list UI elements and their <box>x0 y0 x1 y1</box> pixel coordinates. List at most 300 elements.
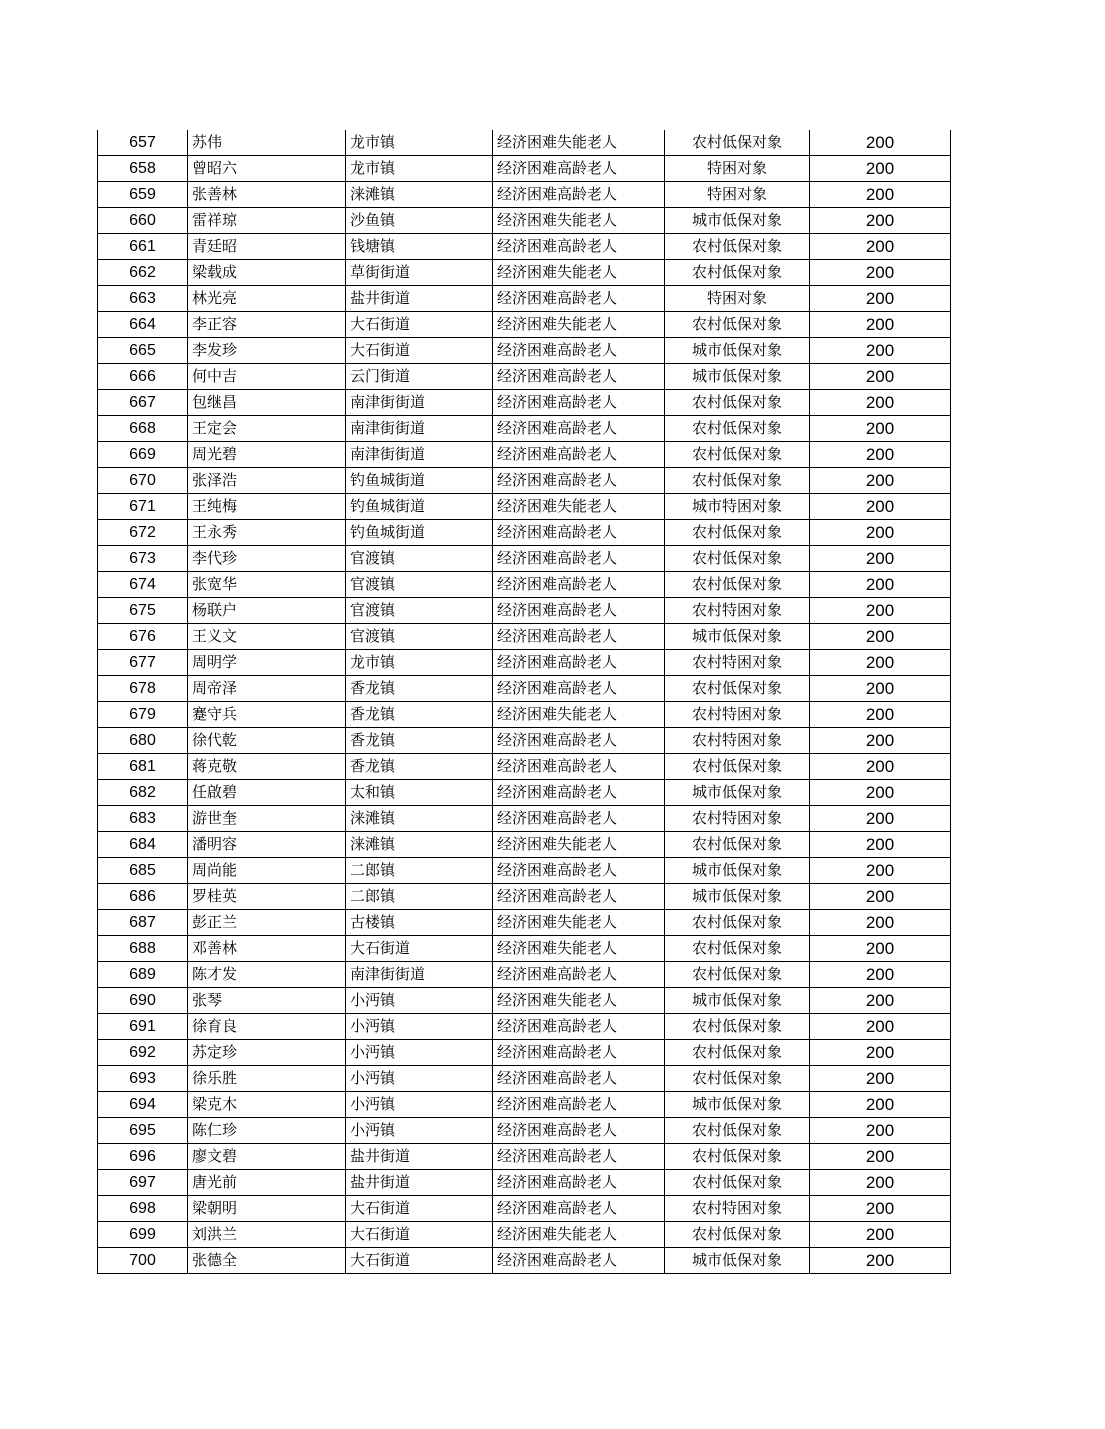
name-cell: 蹇守兵 <box>188 702 346 728</box>
town-cell: 小沔镇 <box>346 988 493 1014</box>
amount-cell: 200 <box>810 234 951 260</box>
table-body <box>98 130 951 1274</box>
name-cell: 雷祥琼 <box>188 208 346 234</box>
elder-type-cell: 经济困难高龄老人 <box>493 806 665 832</box>
row-number-cell: 664 <box>98 312 188 338</box>
table-row <box>98 1196 951 1222</box>
town-cell: 古楼镇 <box>346 910 493 936</box>
category-cell: 农村低保对象 <box>665 1222 810 1248</box>
name-cell: 王义文 <box>188 624 346 650</box>
row-number-cell: 658 <box>98 156 188 182</box>
row-number-cell: 667 <box>98 390 188 416</box>
category-cell: 农村低保对象 <box>665 130 810 156</box>
town-cell: 龙市镇 <box>346 650 493 676</box>
row-number-cell: 657 <box>98 130 188 156</box>
town-cell: 香龙镇 <box>346 676 493 702</box>
table-row <box>98 936 951 962</box>
town-cell: 大石街道 <box>346 936 493 962</box>
elder-type-cell: 经济困难高龄老人 <box>493 572 665 598</box>
name-cell: 张琴 <box>188 988 346 1014</box>
elder-type-cell: 经济困难高龄老人 <box>493 1170 665 1196</box>
category-cell: 特困对象 <box>665 182 810 208</box>
name-cell: 徐乐胜 <box>188 1066 346 1092</box>
amount-cell: 200 <box>810 182 951 208</box>
amount-cell: 200 <box>810 546 951 572</box>
name-cell: 张宽华 <box>188 572 346 598</box>
category-cell: 农村低保对象 <box>665 1014 810 1040</box>
amount-cell: 200 <box>810 884 951 910</box>
town-cell: 南津街街道 <box>346 962 493 988</box>
name-cell: 唐光前 <box>188 1170 346 1196</box>
town-cell: 涞滩镇 <box>346 806 493 832</box>
amount-cell: 200 <box>810 338 951 364</box>
amount-cell: 200 <box>810 208 951 234</box>
row-number-cell: 662 <box>98 260 188 286</box>
elder-type-cell: 经济困难高龄老人 <box>493 1144 665 1170</box>
amount-cell: 200 <box>810 364 951 390</box>
row-number-cell: 689 <box>98 962 188 988</box>
amount-cell: 200 <box>810 1040 951 1066</box>
table-row <box>98 546 951 572</box>
amount-cell: 200 <box>810 962 951 988</box>
name-cell: 徐育良 <box>188 1014 346 1040</box>
table-row <box>98 988 951 1014</box>
town-cell: 龙市镇 <box>346 156 493 182</box>
table-row <box>98 1248 951 1274</box>
row-number-cell: 694 <box>98 1092 188 1118</box>
category-cell: 农村低保对象 <box>665 416 810 442</box>
town-cell: 草街街道 <box>346 260 493 286</box>
amount-cell: 200 <box>810 416 951 442</box>
table-row <box>98 832 951 858</box>
table-row <box>98 338 951 364</box>
elder-type-cell: 经济困难高龄老人 <box>493 520 665 546</box>
category-cell: 城市低保对象 <box>665 1248 810 1274</box>
category-cell: 城市低保对象 <box>665 624 810 650</box>
amount-cell: 200 <box>810 156 951 182</box>
name-cell: 王定会 <box>188 416 346 442</box>
category-cell: 农村低保对象 <box>665 1118 810 1144</box>
amount-cell: 200 <box>810 1222 951 1248</box>
town-cell: 小沔镇 <box>346 1066 493 1092</box>
row-number-cell: 669 <box>98 442 188 468</box>
table-row <box>98 156 951 182</box>
row-number-cell: 677 <box>98 650 188 676</box>
town-cell: 涞滩镇 <box>346 182 493 208</box>
name-cell: 李发珍 <box>188 338 346 364</box>
category-cell: 城市低保对象 <box>665 338 810 364</box>
name-cell: 包继昌 <box>188 390 346 416</box>
amount-cell: 200 <box>810 260 951 286</box>
elder-type-cell: 经济困难失能老人 <box>493 312 665 338</box>
category-cell: 农村低保对象 <box>665 260 810 286</box>
row-number-cell: 691 <box>98 1014 188 1040</box>
table-row <box>98 494 951 520</box>
name-cell: 陈才发 <box>188 962 346 988</box>
elder-type-cell: 经济困难高龄老人 <box>493 390 665 416</box>
row-number-cell: 673 <box>98 546 188 572</box>
table-row <box>98 1014 951 1040</box>
town-cell: 南津街街道 <box>346 442 493 468</box>
name-cell: 何中吉 <box>188 364 346 390</box>
town-cell: 钱塘镇 <box>346 234 493 260</box>
row-number-cell: 672 <box>98 520 188 546</box>
category-cell: 农村低保对象 <box>665 936 810 962</box>
category-cell: 城市低保对象 <box>665 1092 810 1118</box>
amount-cell: 200 <box>810 936 951 962</box>
name-cell: 周帝泽 <box>188 676 346 702</box>
elder-type-cell: 经济困难高龄老人 <box>493 1040 665 1066</box>
name-cell: 陈仁珍 <box>188 1118 346 1144</box>
table-row <box>98 1222 951 1248</box>
name-cell: 苏定珍 <box>188 1040 346 1066</box>
name-cell: 王纯梅 <box>188 494 346 520</box>
elder-type-cell: 经济困难高龄老人 <box>493 1248 665 1274</box>
amount-cell: 200 <box>810 130 951 156</box>
town-cell: 香龙镇 <box>346 702 493 728</box>
elder-type-cell: 经济困难高龄老人 <box>493 234 665 260</box>
amount-cell: 200 <box>810 988 951 1014</box>
elder-type-cell: 经济困难高龄老人 <box>493 1092 665 1118</box>
name-cell: 游世奎 <box>188 806 346 832</box>
category-cell: 农村低保对象 <box>665 676 810 702</box>
table-row <box>98 884 951 910</box>
town-cell: 官渡镇 <box>346 598 493 624</box>
elder-type-cell: 经济困难失能老人 <box>493 832 665 858</box>
table-row <box>98 312 951 338</box>
table-row <box>98 182 951 208</box>
category-cell: 农村低保对象 <box>665 442 810 468</box>
table-row <box>98 468 951 494</box>
elder-type-cell: 经济困难失能老人 <box>493 936 665 962</box>
amount-cell: 200 <box>810 1170 951 1196</box>
category-cell: 农村低保对象 <box>665 754 810 780</box>
town-cell: 大石街道 <box>346 1222 493 1248</box>
elder-type-cell: 经济困难高龄老人 <box>493 962 665 988</box>
table-row <box>98 208 951 234</box>
table-row <box>98 442 951 468</box>
category-cell: 农村特困对象 <box>665 598 810 624</box>
amount-cell: 200 <box>810 650 951 676</box>
amount-cell: 200 <box>810 520 951 546</box>
name-cell: 任啟碧 <box>188 780 346 806</box>
elder-type-cell: 经济困难高龄老人 <box>493 286 665 312</box>
town-cell: 官渡镇 <box>346 624 493 650</box>
amount-cell: 200 <box>810 754 951 780</box>
category-cell: 农村特困对象 <box>665 728 810 754</box>
category-cell: 农村低保对象 <box>665 572 810 598</box>
category-cell: 农村低保对象 <box>665 468 810 494</box>
elder-type-cell: 经济困难失能老人 <box>493 208 665 234</box>
amount-cell: 200 <box>810 572 951 598</box>
town-cell: 二郎镇 <box>346 884 493 910</box>
elder-type-cell: 经济困难失能老人 <box>493 1222 665 1248</box>
row-number-cell: 684 <box>98 832 188 858</box>
row-number-cell: 700 <box>98 1248 188 1274</box>
amount-cell: 200 <box>810 806 951 832</box>
name-cell: 周明学 <box>188 650 346 676</box>
name-cell: 张德全 <box>188 1248 346 1274</box>
row-number-cell: 697 <box>98 1170 188 1196</box>
town-cell: 南津街街道 <box>346 390 493 416</box>
row-number-cell: 687 <box>98 910 188 936</box>
category-cell: 农村低保对象 <box>665 390 810 416</box>
category-cell: 城市低保对象 <box>665 988 810 1014</box>
row-number-cell: 671 <box>98 494 188 520</box>
category-cell: 农村低保对象 <box>665 1170 810 1196</box>
elder-type-cell: 经济困难高龄老人 <box>493 156 665 182</box>
table-row <box>98 1066 951 1092</box>
town-cell: 涞滩镇 <box>346 832 493 858</box>
category-cell: 特困对象 <box>665 286 810 312</box>
table-row <box>98 962 951 988</box>
row-number-cell: 675 <box>98 598 188 624</box>
town-cell: 小沔镇 <box>346 1014 493 1040</box>
amount-cell: 200 <box>810 728 951 754</box>
amount-cell: 200 <box>810 780 951 806</box>
amount-cell: 200 <box>810 494 951 520</box>
elder-type-cell: 经济困难高龄老人 <box>493 546 665 572</box>
elder-type-cell: 经济困难高龄老人 <box>493 364 665 390</box>
table-row <box>98 624 951 650</box>
table-row <box>98 910 951 936</box>
elder-type-cell: 经济困难高龄老人 <box>493 780 665 806</box>
town-cell: 小沔镇 <box>346 1118 493 1144</box>
town-cell: 沙鱼镇 <box>346 208 493 234</box>
name-cell: 廖文碧 <box>188 1144 346 1170</box>
amount-cell: 200 <box>810 468 951 494</box>
row-number-cell: 698 <box>98 1196 188 1222</box>
category-cell: 城市低保对象 <box>665 884 810 910</box>
row-number-cell: 690 <box>98 988 188 1014</box>
elder-type-cell: 经济困难高龄老人 <box>493 884 665 910</box>
row-number-cell: 668 <box>98 416 188 442</box>
name-cell: 彭正兰 <box>188 910 346 936</box>
category-cell: 农村特困对象 <box>665 702 810 728</box>
row-number-cell: 660 <box>98 208 188 234</box>
table-row <box>98 650 951 676</box>
name-cell: 潘明容 <box>188 832 346 858</box>
table-row <box>98 598 951 624</box>
row-number-cell: 682 <box>98 780 188 806</box>
table-row <box>98 572 951 598</box>
table-row <box>98 416 951 442</box>
table-row <box>98 676 951 702</box>
town-cell: 二郎镇 <box>346 858 493 884</box>
name-cell: 青廷昭 <box>188 234 346 260</box>
name-cell: 李正容 <box>188 312 346 338</box>
table-row <box>98 728 951 754</box>
amount-cell: 200 <box>810 676 951 702</box>
row-number-cell: 674 <box>98 572 188 598</box>
row-number-cell: 676 <box>98 624 188 650</box>
elder-type-cell: 经济困难高龄老人 <box>493 442 665 468</box>
town-cell: 龙市镇 <box>346 130 493 156</box>
table-row <box>98 702 951 728</box>
town-cell: 香龙镇 <box>346 728 493 754</box>
category-cell: 城市低保对象 <box>665 208 810 234</box>
elder-type-cell: 经济困难失能老人 <box>493 910 665 936</box>
elder-type-cell: 经济困难高龄老人 <box>493 754 665 780</box>
category-cell: 特困对象 <box>665 156 810 182</box>
category-cell: 农村低保对象 <box>665 1040 810 1066</box>
town-cell: 大石街道 <box>346 338 493 364</box>
table-row <box>98 520 951 546</box>
table-row <box>98 1040 951 1066</box>
table-row <box>98 806 951 832</box>
elder-type-cell: 经济困难高龄老人 <box>493 1118 665 1144</box>
row-number-cell: 696 <box>98 1144 188 1170</box>
elder-type-cell: 经济困难高龄老人 <box>493 1196 665 1222</box>
town-cell: 小沔镇 <box>346 1092 493 1118</box>
elder-type-cell: 经济困难失能老人 <box>493 260 665 286</box>
elder-type-cell: 经济困难高龄老人 <box>493 338 665 364</box>
elder-type-cell: 经济困难高龄老人 <box>493 650 665 676</box>
table-row <box>98 1170 951 1196</box>
row-number-cell: 699 <box>98 1222 188 1248</box>
row-number-cell: 680 <box>98 728 188 754</box>
row-number-cell: 666 <box>98 364 188 390</box>
elder-type-cell: 经济困难失能老人 <box>493 130 665 156</box>
name-cell: 张善林 <box>188 182 346 208</box>
town-cell: 太和镇 <box>346 780 493 806</box>
elder-type-cell: 经济困难高龄老人 <box>493 468 665 494</box>
category-cell: 农村低保对象 <box>665 1066 810 1092</box>
name-cell: 杨联户 <box>188 598 346 624</box>
town-cell: 官渡镇 <box>346 572 493 598</box>
amount-cell: 200 <box>810 312 951 338</box>
town-cell: 小沔镇 <box>346 1040 493 1066</box>
elder-type-cell: 经济困难高龄老人 <box>493 1014 665 1040</box>
subsidy-table <box>97 130 951 1274</box>
amount-cell: 200 <box>810 1092 951 1118</box>
row-number-cell: 681 <box>98 754 188 780</box>
name-cell: 刘洪兰 <box>188 1222 346 1248</box>
amount-cell: 200 <box>810 832 951 858</box>
row-number-cell: 661 <box>98 234 188 260</box>
row-number-cell: 692 <box>98 1040 188 1066</box>
amount-cell: 200 <box>810 702 951 728</box>
row-number-cell: 688 <box>98 936 188 962</box>
name-cell: 邓善林 <box>188 936 346 962</box>
table-row <box>98 260 951 286</box>
name-cell: 罗桂英 <box>188 884 346 910</box>
row-number-cell: 663 <box>98 286 188 312</box>
elder-type-cell: 经济困难高龄老人 <box>493 728 665 754</box>
row-number-cell: 670 <box>98 468 188 494</box>
amount-cell: 200 <box>810 598 951 624</box>
name-cell: 苏伟 <box>188 130 346 156</box>
town-cell: 云门街道 <box>346 364 493 390</box>
category-cell: 城市低保对象 <box>665 364 810 390</box>
name-cell: 曾昭六 <box>188 156 346 182</box>
amount-cell: 200 <box>810 442 951 468</box>
category-cell: 农村低保对象 <box>665 910 810 936</box>
row-number-cell: 686 <box>98 884 188 910</box>
amount-cell: 200 <box>810 1196 951 1222</box>
category-cell: 城市低保对象 <box>665 780 810 806</box>
elder-type-cell: 经济困难高龄老人 <box>493 858 665 884</box>
amount-cell: 200 <box>810 286 951 312</box>
town-cell: 盐井街道 <box>346 1144 493 1170</box>
table-row <box>98 234 951 260</box>
amount-cell: 200 <box>810 910 951 936</box>
elder-type-cell: 经济困难高龄老人 <box>493 598 665 624</box>
town-cell: 盐井街道 <box>346 286 493 312</box>
category-cell: 农村低保对象 <box>665 312 810 338</box>
category-cell: 农村低保对象 <box>665 832 810 858</box>
table-row <box>98 390 951 416</box>
category-cell: 农村特困对象 <box>665 806 810 832</box>
row-number-cell: 665 <box>98 338 188 364</box>
elder-type-cell: 经济困难高龄老人 <box>493 676 665 702</box>
town-cell: 香龙镇 <box>346 754 493 780</box>
name-cell: 周光碧 <box>188 442 346 468</box>
amount-cell: 200 <box>810 1118 951 1144</box>
town-cell: 官渡镇 <box>346 546 493 572</box>
name-cell: 梁朝明 <box>188 1196 346 1222</box>
name-cell: 周尚能 <box>188 858 346 884</box>
town-cell: 盐井街道 <box>346 1170 493 1196</box>
amount-cell: 200 <box>810 624 951 650</box>
town-cell: 钓鱼城街道 <box>346 520 493 546</box>
elder-type-cell: 经济困难失能老人 <box>493 702 665 728</box>
amount-cell: 200 <box>810 390 951 416</box>
category-cell: 农村低保对象 <box>665 962 810 988</box>
elder-type-cell: 经济困难高龄老人 <box>493 1066 665 1092</box>
table-row <box>98 754 951 780</box>
amount-cell: 200 <box>810 1248 951 1274</box>
amount-cell: 200 <box>810 1144 951 1170</box>
name-cell: 蒋克敬 <box>188 754 346 780</box>
amount-cell: 200 <box>810 858 951 884</box>
table-row <box>98 130 951 156</box>
table-row <box>98 780 951 806</box>
table-row <box>98 1118 951 1144</box>
elder-type-cell: 经济困难高龄老人 <box>493 182 665 208</box>
row-number-cell: 679 <box>98 702 188 728</box>
table-row <box>98 364 951 390</box>
category-cell: 城市特困对象 <box>665 494 810 520</box>
category-cell: 城市低保对象 <box>665 858 810 884</box>
name-cell: 林光亮 <box>188 286 346 312</box>
row-number-cell: 695 <box>98 1118 188 1144</box>
category-cell: 农村特困对象 <box>665 650 810 676</box>
name-cell: 李代珍 <box>188 546 346 572</box>
table-row <box>98 1092 951 1118</box>
amount-cell: 200 <box>810 1014 951 1040</box>
row-number-cell: 678 <box>98 676 188 702</box>
elder-type-cell: 经济困难失能老人 <box>493 988 665 1014</box>
name-cell: 梁载成 <box>188 260 346 286</box>
row-number-cell: 659 <box>98 182 188 208</box>
table-row <box>98 858 951 884</box>
row-number-cell: 685 <box>98 858 188 884</box>
amount-cell: 200 <box>810 1066 951 1092</box>
town-cell: 大石街道 <box>346 1196 493 1222</box>
name-cell: 王永秀 <box>188 520 346 546</box>
category-cell: 农村低保对象 <box>665 520 810 546</box>
row-number-cell: 683 <box>98 806 188 832</box>
town-cell: 钓鱼城街道 <box>346 494 493 520</box>
town-cell: 钓鱼城街道 <box>346 468 493 494</box>
elder-type-cell: 经济困难高龄老人 <box>493 624 665 650</box>
town-cell: 大石街道 <box>346 312 493 338</box>
elder-type-cell: 经济困难高龄老人 <box>493 416 665 442</box>
table-row <box>98 286 951 312</box>
name-cell: 梁克木 <box>188 1092 346 1118</box>
category-cell: 农村低保对象 <box>665 546 810 572</box>
